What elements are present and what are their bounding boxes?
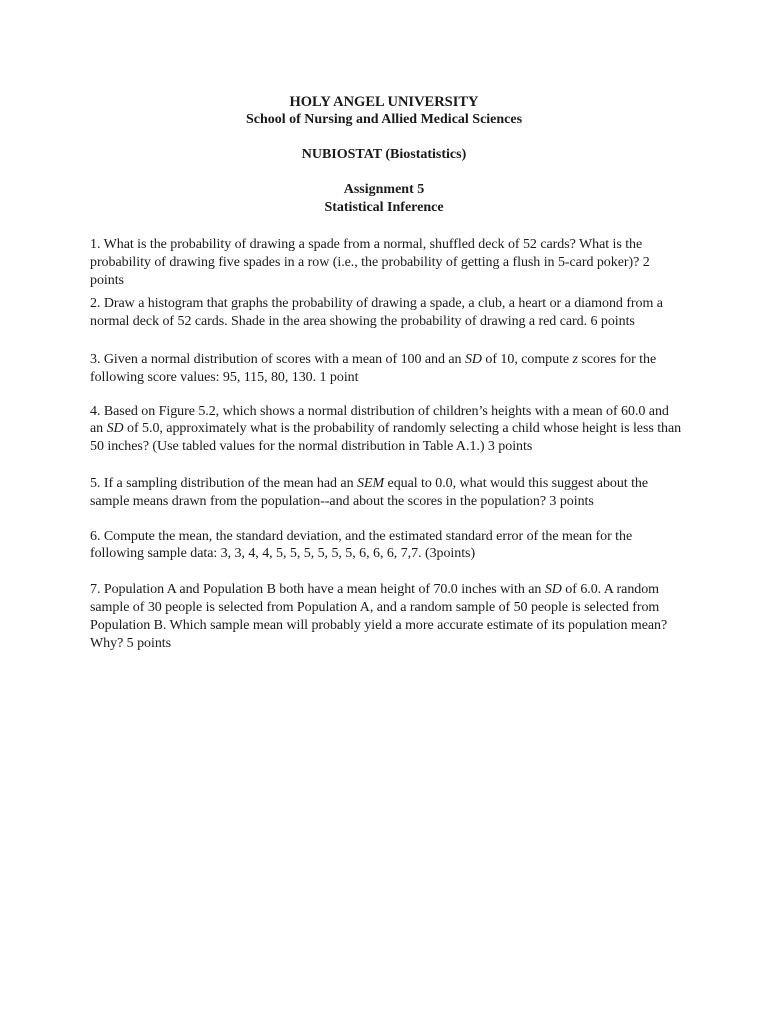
school-name: School of Nursing and Allied Medical Sciences <box>245 112 523 127</box>
question-4-sd-term: SD <box>106 421 124 437</box>
question-7-text-part2: of 6.0. A random sample of 30 people is selected from Population A, and a random sample of 50 people is selected from Population B. Which sample mean will probably yield a more accurate estimate of its population mean? Why? 5 points <box>90 582 668 651</box>
question-3-z-term: z <box>572 351 578 367</box>
question-7-text-part1: 7. Population A and Population B both have a mean height of 70.0 inches with an <box>90 582 545 598</box>
question-3-text-part2: of 10, compute <box>481 351 573 367</box>
question-6 <box>90 528 685 564</box>
question-3 <box>90 351 685 387</box>
question-5-text-part2: equal to 0.0, what would this suggest about the sample means drawn from the population--and about the scores in the population? 3 points <box>90 475 649 509</box>
question-3-text-part1: 3. Given a normal distribution of scores with a mean of 100 and an <box>90 351 465 367</box>
question-list <box>90 236 685 652</box>
question-3-text-part3: scores for the following score values: 95, 115, 80, 130. 1 point <box>90 351 657 385</box>
question-1 <box>90 236 685 289</box>
question-4-text-part1: 4. Based on Figure 5.2, which shows a normal distribution of children’s heights with a mean of 60.0 and an <box>90 403 669 437</box>
question-5 <box>90 475 685 511</box>
university-name: HOLY ANGEL UNIVERSITY <box>289 94 479 110</box>
document-header <box>0 93 768 217</box>
question-6-text: 6. Compute the mean, the standard deviation, and the estimated standard error of the mean for the following sample data: 3, 3, 4, 4, 5, 5, 5, 5, 5, 5, 6, 6, 6, 7,7. (3points) <box>90 528 633 562</box>
course-title: NUBIOSTAT (Biostatistics) <box>301 147 467 162</box>
question-3-sd-term: SD <box>464 351 482 367</box>
assignment-title: Assignment 5 <box>343 182 425 197</box>
question-4-text-part2: of 5.0, approximately what is the probability of randomly selecting a child whose height is less than 50 inches? (Use tabled values for the normal distribution in Table A.1.) 3 points <box>90 421 682 455</box>
assignment-topic: Statistical Inference <box>324 200 444 215</box>
question-5-sem-term: SEM <box>357 475 385 491</box>
question-5-text-part1: 5. If a sampling distribution of the mean had an <box>90 475 357 491</box>
question-2-text: 2. Draw a histogram that graphs the probability of drawing a spade, a club, a heart or a diamond from a normal deck of 52 cards. Shade in the area showing the probability of drawing a red card. 6 points <box>90 296 663 330</box>
question-7 <box>90 581 685 652</box>
question-1-text: 1. What is the probability of drawing a spade from a normal, shuffled deck of 52 cards? What is the probability of drawing five spades in a row (i.e., the probability of getting a flush in 5-card poker)? 2 points <box>90 237 650 288</box>
question-4 <box>90 403 685 456</box>
question-7-sd-term: SD <box>544 582 562 598</box>
question-2 <box>90 295 685 331</box>
